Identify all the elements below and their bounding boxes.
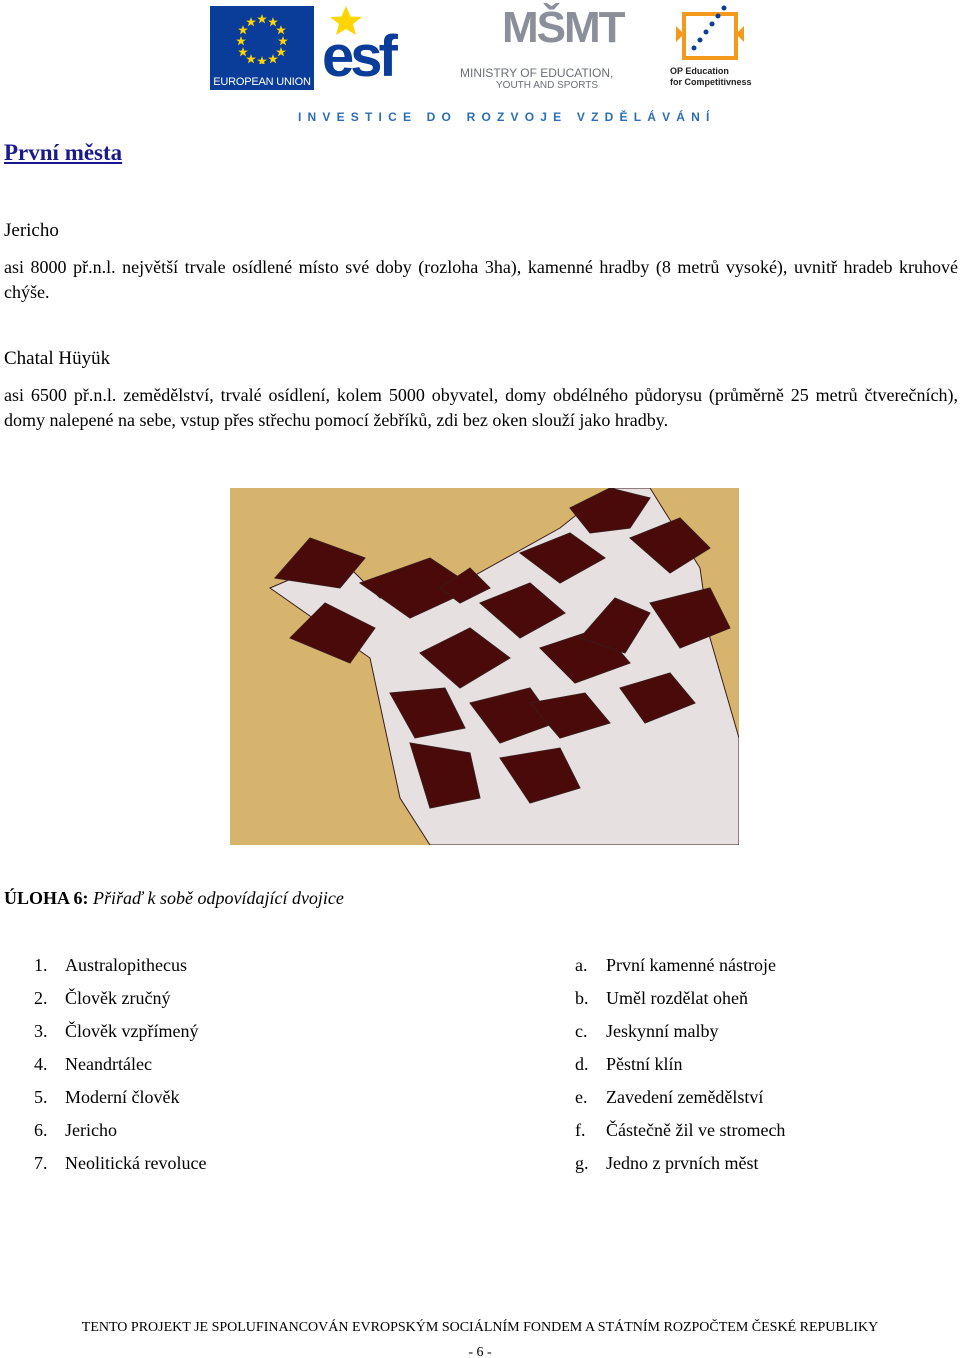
section-text-chatal: asi 6500 př.n.l. zemědělství, trvalé osídlení, kolem 5000 obyvatel, domy obdélného půdorysu (průměrně 25 metrů čtverečních), domy nalepené na sebe, vstup přes střechu pomocí žebříků, zdi bez oken slouží jako hradby. [4,385,958,430]
eu-label: EUROPEAN UNION [213,76,311,88]
right-match-list [575,949,785,1180]
msmt-line2: YOUTH AND SPORTS [496,80,599,91]
op-logo [668,4,768,92]
op-label: OP Education for Competitivness [670,66,752,87]
settlement-drawing [230,488,739,845]
list-item: 7. Neolitická revoluce [34,1153,207,1173]
list-item: f. Částečně žil ve stromech [575,1120,786,1140]
list-item: 4. Neandrtálec [34,1054,152,1074]
page-number: - 6 - [468,1345,492,1358]
msmt-line1: MINISTRY OF EDUCATION, [460,66,614,80]
list-item: 5. Moderní člověk [34,1087,180,1107]
msmt-mark: MŠMT [502,3,624,52]
list-item: 1. Australopithecus [34,955,187,975]
list-item: g. Jedno z prvních měst [575,1153,759,1173]
logo-header [0,0,960,130]
list-item: c. Jeskynní malby [575,1021,719,1041]
eu-stars-icon [236,12,288,64]
eu-flag-logo [210,6,314,90]
msmt-logo [460,3,640,91]
task-label: ÚLOHA 6: [4,888,89,908]
section-heading-chatal: Chatal Hüyük [4,348,111,369]
task-instruction: Přiřaď k sobě odpovídající dvojice [93,888,344,908]
op-arrows-icon [676,4,746,64]
esf-label: esf [322,24,394,89]
list-item: 2. Člověk zručný [34,988,171,1008]
left-match-list [34,949,206,1180]
esf-logo [322,6,422,90]
tagline: INVESTICE DO ROZVOJE VZDĚLÁVÁNÍ [298,110,716,124]
list-item: b. Uměl rozdělat oheň [575,988,748,1008]
task-heading [4,888,344,909]
list-item: a. První kamenné nástroje [575,955,776,975]
list-item: 3. Člověk vzpřímený [34,1021,199,1041]
page-title: První města [4,140,123,165]
settlement-illustration [230,488,739,845]
section-heading-jericho: Jericho [4,220,59,241]
list-item: e. Zavedení zemědělství [575,1087,764,1107]
section-text-jericho: asi 8000 př.n.l. největší trvale osídlené místo své doby (rozloha 3ha), kamenné hradby (8 metrů vysoké), uvnitř hradeb kruhové chýše. [4,257,958,302]
footer-text: TENTO PROJEKT JE SPOLUFINANCOVÁN EVROPSKÝM SOCIÁLNÍM FONDEM A STÁTNÍM ROZPOČTEM ČESKÉ REPUBLIKY [81,1320,879,1335]
list-item: d. Pěstní klín [575,1054,683,1074]
list-item: 6. Jericho [34,1120,117,1140]
